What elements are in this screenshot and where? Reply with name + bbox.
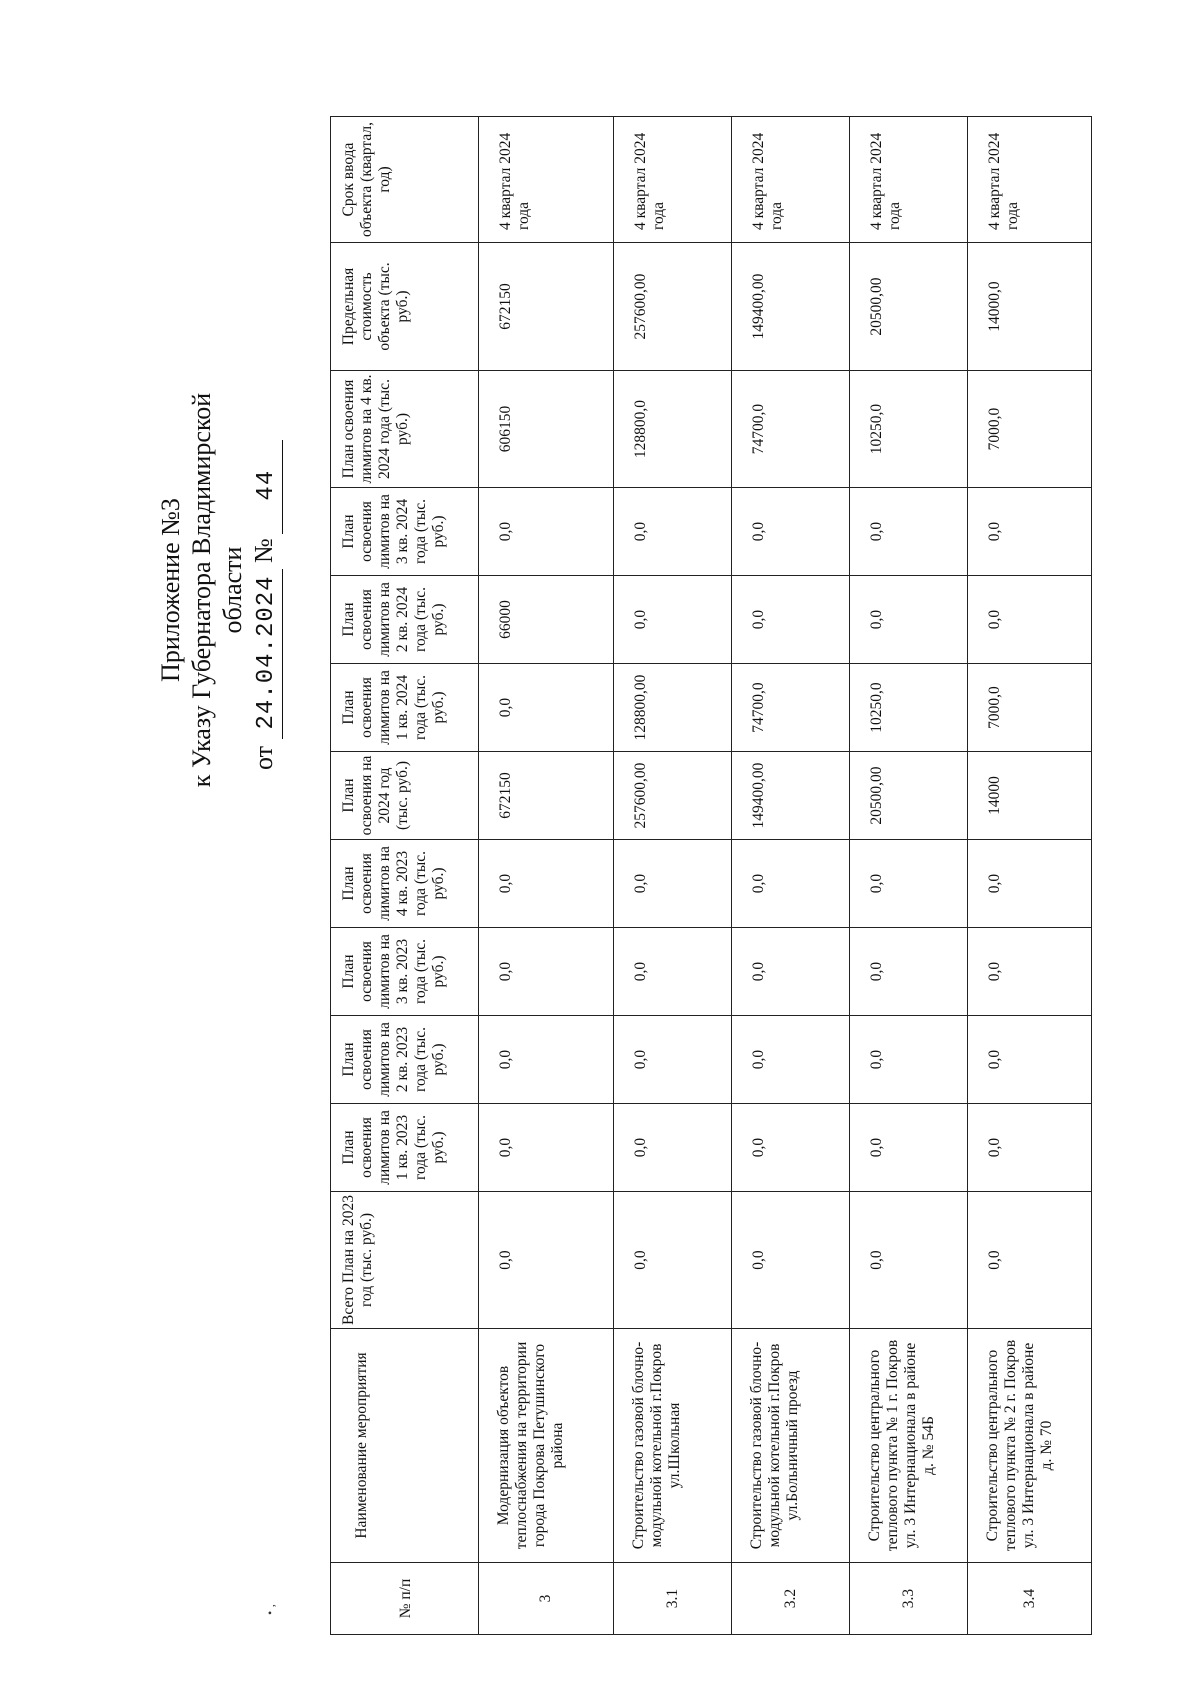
cell-deadline: 4 квартал 2024 года xyxy=(968,117,1092,243)
row-number: 3.3 xyxy=(850,1563,968,1635)
cell-total-2023: 0,0 xyxy=(968,1192,1092,1329)
table-row xyxy=(614,117,732,1635)
plan-table xyxy=(330,116,1092,1635)
col-header-number: № п/п xyxy=(331,1563,479,1635)
cell-total-2024: 20500,00 xyxy=(850,752,968,840)
cell-q4-2024: 7000,0 xyxy=(968,371,1092,488)
cell-deadline: 4 квартал 2024 года xyxy=(850,117,968,243)
table-row xyxy=(732,117,850,1635)
measure-name: Строительство центрального теплового пункта № 2 г. Покров ул. 3 Интернационала в районе д. № 70 xyxy=(968,1329,1092,1563)
cell-q2-2023: 0,0 xyxy=(850,1016,968,1104)
cell-q4-2024: 606150 xyxy=(479,371,614,488)
measure-name: Строительство центрального теплового пункта № 1 г. Покров ул. 3 Интернационала в районе д. № 54Б xyxy=(850,1329,968,1563)
cell-q1-2023: 0,0 xyxy=(614,1104,732,1192)
cell-q3-2024: 0,0 xyxy=(614,488,732,576)
col-header-q3-2024: План освоения лимитов на 3 кв. 2024 года (тыс. руб.) xyxy=(331,488,479,576)
row-number: 3.1 xyxy=(614,1563,732,1635)
cell-total-2024: 672150 xyxy=(479,752,614,840)
measure-name: Модернизация объектов теплоснабжения на территории города Покрова Петушинского района xyxy=(479,1329,614,1563)
number-prefix: № xyxy=(249,538,278,563)
scan-marks: • ‚ xyxy=(263,1603,277,1615)
col-header-q1-2023: План освоения лимитов на 1 кв. 2023 года (тыс. руб.) xyxy=(331,1104,479,1192)
cell-deadline: 4 квартал 2024 года xyxy=(479,117,614,243)
cell-total-2023: 0,0 xyxy=(614,1192,732,1329)
col-header-q3-2023: План освоения лимитов на 3 кв. 2023 года (тыс. руб.) xyxy=(331,928,479,1016)
cell-max-cost: 149400,00 xyxy=(732,243,850,371)
cell-total-2024: 149400,00 xyxy=(732,752,850,840)
cell-q1-2023: 0,0 xyxy=(479,1104,614,1192)
cell-deadline: 4 квартал 2024 года xyxy=(732,117,850,243)
measure-name: Строительство газовой блочно-модульной котельной г.Покров ул.Школьная xyxy=(614,1329,732,1563)
col-header-q4-2023: План освоения лимитов на 4 кв. 2023 года (тыс. руб.) xyxy=(331,840,479,928)
cell-q1-2024: 7000,0 xyxy=(968,664,1092,752)
cell-max-cost: 20500,00 xyxy=(850,243,968,371)
table-row xyxy=(968,117,1092,1635)
col-header-q4-2024: План освоения лимитов на 4 кв. 2024 года (тыс. руб.) xyxy=(331,371,479,488)
table-row xyxy=(479,117,614,1635)
row-number: 3 xyxy=(479,1563,614,1635)
col-header-name: Наименование мероприятия xyxy=(331,1329,479,1563)
cell-q4-2023: 0,0 xyxy=(968,840,1092,928)
document-sheet xyxy=(155,75,1185,1635)
cell-q4-2023: 0,0 xyxy=(850,840,968,928)
cell-q2-2023: 0,0 xyxy=(732,1016,850,1104)
cell-deadline: 4 квартал 2024 года xyxy=(614,117,732,243)
cell-q3-2024: 0,0 xyxy=(850,488,968,576)
col-header-total-2023: Всего План на 2023 год (тыс. руб.) xyxy=(331,1192,479,1329)
cell-q3-2023: 0,0 xyxy=(732,928,850,1016)
col-header-q2-2024: План освоения лимитов на 2 кв. 2024 года (тыс. руб.) xyxy=(331,576,479,664)
cell-q4-2024: 74700,0 xyxy=(732,371,850,488)
table-header-row xyxy=(331,117,479,1635)
cell-q1-2024: 0,0 xyxy=(479,664,614,752)
cell-q2-2024: 0,0 xyxy=(732,576,850,664)
cell-q3-2024: 0,0 xyxy=(968,488,1092,576)
measure-name: Строительство газовой блочно-модульной котельной г.Покров ул.Больничный проезд xyxy=(732,1329,850,1563)
cell-q2-2024: 0,0 xyxy=(968,576,1092,664)
cell-q3-2024: 0,0 xyxy=(732,488,850,576)
cell-q1-2024: 128800,00 xyxy=(614,664,732,752)
cell-q4-2024: 10250,0 xyxy=(850,371,968,488)
col-header-total-2024: План освоения на 2024 год (тыс. руб.) xyxy=(331,752,479,840)
cell-q2-2023: 0,0 xyxy=(968,1016,1092,1104)
table-row xyxy=(850,117,968,1635)
col-header-deadline: Срок ввода объекта (квартал, год) xyxy=(331,117,479,243)
cell-q1-2023: 0,0 xyxy=(850,1104,968,1192)
cell-max-cost: 672150 xyxy=(479,243,614,371)
cell-q2-2024: 0,0 xyxy=(614,576,732,664)
cell-total-2023: 0,0 xyxy=(732,1192,850,1329)
cell-q3-2023: 0,0 xyxy=(850,928,968,1016)
document-header xyxy=(155,370,283,810)
cell-max-cost: 257600,00 xyxy=(614,243,732,371)
cell-q1-2024: 10250,0 xyxy=(850,664,968,752)
cell-q4-2023: 0,0 xyxy=(732,840,850,928)
decree-number: 44 xyxy=(251,440,283,534)
cell-total-2023: 0,0 xyxy=(850,1192,968,1329)
cell-q4-2023: 0,0 xyxy=(614,840,732,928)
cell-total-2024: 14000 xyxy=(968,752,1092,840)
cell-q2-2023: 0,0 xyxy=(479,1016,614,1104)
cell-total-2023: 0,0 xyxy=(479,1192,614,1329)
decree-reference-region: области xyxy=(218,546,247,634)
date-prefix: от xyxy=(249,745,278,770)
cell-q4-2024: 128800,0 xyxy=(614,371,732,488)
cell-q1-2023: 0,0 xyxy=(732,1104,850,1192)
cell-q3-2023: 0,0 xyxy=(479,928,614,1016)
cell-q3-2023: 0,0 xyxy=(968,928,1092,1016)
decree-reference: к Указу Губернатора Владимирской xyxy=(187,392,216,788)
row-number: 3.2 xyxy=(732,1563,850,1635)
decree-date: 24.04.2024 xyxy=(251,569,283,739)
row-number: 3.4 xyxy=(968,1563,1092,1635)
col-header-q1-2024: План освоения лимитов на 1 кв. 2024 года (тыс. руб.) xyxy=(331,664,479,752)
cell-q4-2023: 0,0 xyxy=(479,840,614,928)
cell-q1-2023: 0,0 xyxy=(968,1104,1092,1192)
appendix-title: Приложение №3 xyxy=(156,498,185,682)
col-header-max-cost: Предельная стоимость объекта (тыс. руб.) xyxy=(331,243,479,371)
decree-date-line xyxy=(248,370,283,810)
cell-q1-2024: 74700,0 xyxy=(732,664,850,752)
col-header-q2-2023: План освоения лимитов на 2 кв. 2023 года (тыс. руб.) xyxy=(331,1016,479,1104)
cell-q2-2024: 0,0 xyxy=(850,576,968,664)
cell-q3-2024: 0,0 xyxy=(479,488,614,576)
cell-q2-2023: 0,0 xyxy=(614,1016,732,1104)
cell-max-cost: 14000,0 xyxy=(968,243,1092,371)
cell-total-2024: 257600,00 xyxy=(614,752,732,840)
cell-q3-2023: 0,0 xyxy=(614,928,732,1016)
cell-q2-2024: 66000 xyxy=(479,576,614,664)
